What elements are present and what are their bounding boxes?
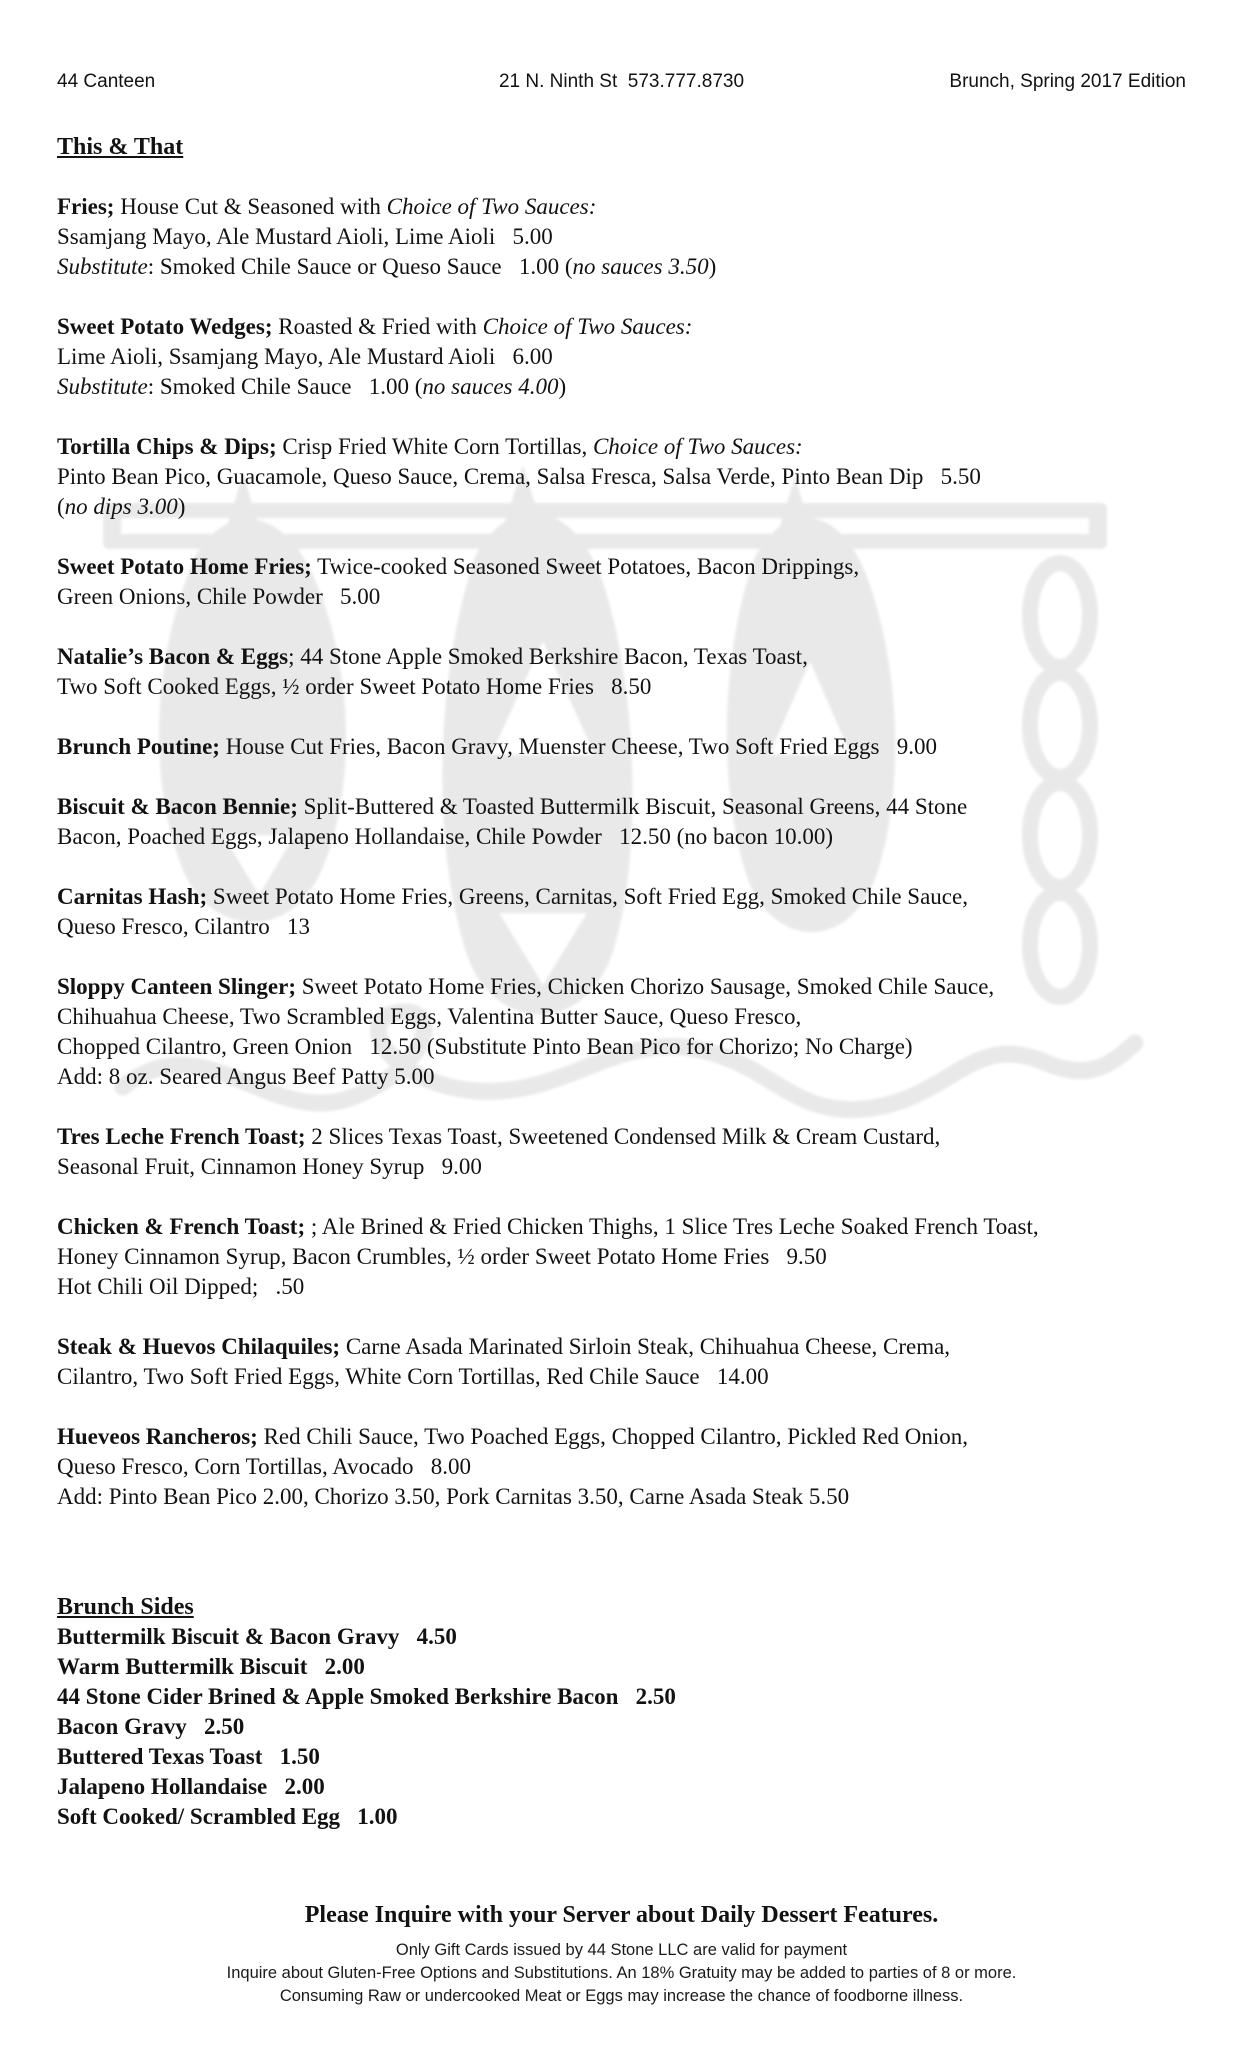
menu-item xyxy=(57,642,1186,702)
menu-item xyxy=(57,1122,1186,1182)
side-item: Buttermilk Biscuit & Bacon Gravy 4.50 xyxy=(57,1624,457,1649)
menu-item-line: Bacon, Poached Eggs, Jalapeno Hollandaise, Chile Powder 12.50 (no bacon 10.00) xyxy=(57,824,834,849)
header-restaurant-name: 44 Canteen xyxy=(57,71,156,92)
menu-item xyxy=(57,552,1186,612)
side-item: Warm Buttermilk Biscuit 2.00 xyxy=(57,1654,365,1679)
header-edition: Brunch, Spring 2017 Edition xyxy=(949,71,1186,92)
side-item: 44 Stone Cider Brined & Apple Smoked Berkshire Bacon 2.50 xyxy=(57,1684,676,1709)
section-title-this-and-that: This & That xyxy=(57,134,184,160)
menu-item xyxy=(57,1422,1186,1512)
menu-item-line: Chicken & French Toast; ; Ale Brined & Fried Chicken Thighs, 1 Slice Tres Leche Soaked French Toast, xyxy=(57,1214,1039,1239)
menu-item-line: Fries; House Cut & Seasoned with Choice of Two Sauces: xyxy=(57,194,597,219)
fine-print xyxy=(57,1939,1186,2008)
menu-item-line: Ssamjang Mayo, Ale Mustard Aioli, Lime Aioli 5.00 xyxy=(57,224,553,249)
fine-print-line: Inquire about Gluten-Free Options and Substitutions. An 18% Gratuity may be added to parties of 8 or more. xyxy=(226,1964,1017,1982)
menu-item xyxy=(57,972,1186,1092)
brunch-sides-list xyxy=(57,1622,1186,1832)
menu-item-line: Sloppy Canteen Slinger; Sweet Potato Home Fries, Chicken Chorizo Sausage, Smoked Chile Sauce, xyxy=(57,974,995,999)
menu-item-line: Queso Fresco, Cilantro 13 xyxy=(57,914,310,939)
menu-items-list xyxy=(57,192,1186,1512)
fine-print-line: Consuming Raw or undercooked Meat or Eggs may increase the chance of foodborne illness. xyxy=(279,1987,964,2005)
side-item: Jalapeno Hollandaise 2.00 xyxy=(57,1774,325,1799)
menu-item-line: Tres Leche French Toast; 2 Slices Texas Toast, Sweetened Condensed Milk & Cream Custard, xyxy=(57,1124,941,1149)
menu-item-line: Hot Chili Oil Dipped; .50 xyxy=(57,1274,305,1299)
menu-item-line: Brunch Poutine; House Cut Fries, Bacon Gravy, Muenster Cheese, Two Soft Fried Eggs 9.00 xyxy=(57,734,937,759)
menu-item-line: Steak & Huevos Chilaquiles; Carne Asada Marinated Sirloin Steak, Chihuahua Cheese, Crema, xyxy=(57,1334,951,1359)
dessert-notice: Please Inquire with your Server about Daily Dessert Features. xyxy=(304,1902,939,1928)
menu-item-line: Green Onions, Chile Powder 5.00 xyxy=(57,584,381,609)
menu-item-line: Two Soft Cooked Eggs, ½ order Sweet Potato Home Fries 8.50 xyxy=(57,674,652,699)
menu-item-line: Hueveos Rancheros; Red Chili Sauce, Two Poached Eggs, Chopped Cilantro, Pickled Red Onion, xyxy=(57,1424,969,1449)
menu-item-line: Cilantro, Two Soft Fried Eggs, White Corn Tortillas, Red Chile Sauce 14.00 xyxy=(57,1364,769,1389)
menu-item-line: Add: 8 oz. Seared Angus Beef Patty 5.00 xyxy=(57,1064,435,1089)
fine-print-line: Only Gift Cards issued by 44 Stone LLC are valid for payment xyxy=(395,1941,848,1959)
menu-item xyxy=(57,1212,1186,1302)
header-address-phone: 21 N. Ninth St 573.777.8730 xyxy=(498,71,745,92)
menu-item-line: Seasonal Fruit, Cinnamon Honey Syrup 9.00 xyxy=(57,1154,482,1179)
menu-item xyxy=(57,882,1186,942)
menu-item xyxy=(57,792,1186,852)
menu-item-line: Biscuit & Bacon Bennie; Split-Buttered & Toasted Buttermilk Biscuit, Seasonal Greens, 44 Stone xyxy=(57,794,968,819)
menu-item-line: Chopped Cilantro, Green Onion 12.50 (Substitute Pinto Bean Pico for Chorizo; No Charge) xyxy=(57,1034,913,1059)
section-title-brunch-sides: Brunch Sides xyxy=(57,1594,194,1620)
page-header xyxy=(57,0,1186,93)
menu-item-line: Sweet Potato Wedges; Roasted & Fried with Choice of Two Sauces: xyxy=(57,314,693,339)
menu-item-line: Tortilla Chips & Dips; Crisp Fried White Corn Tortillas, Choice of Two Sauces: xyxy=(57,434,803,459)
menu-item xyxy=(57,432,1186,522)
side-item: Bacon Gravy 2.50 xyxy=(57,1714,245,1739)
side-item: Soft Cooked/ Scrambled Egg 1.00 xyxy=(57,1804,398,1829)
menu-item-line: Sweet Potato Home Fries; Twice-cooked Seasoned Sweet Potatoes, Bacon Drippings, xyxy=(57,554,860,579)
menu-item xyxy=(57,312,1186,402)
menu-item xyxy=(57,732,1186,762)
menu-item-line: Lime Aioli, Ssamjang Mayo, Ale Mustard Aioli 6.00 xyxy=(57,344,553,369)
menu-item-line: Queso Fresco, Corn Tortillas, Avocado 8.00 xyxy=(57,1454,472,1479)
menu-item-line: Honey Cinnamon Syrup, Bacon Crumbles, ½ order Sweet Potato Home Fries 9.50 xyxy=(57,1244,827,1269)
menu-item-line: Chihuahua Cheese, Two Scrambled Eggs, Valentina Butter Sauce, Queso Fresco, xyxy=(57,1004,802,1029)
menu-item xyxy=(57,192,1186,282)
menu-item-line: Pinto Bean Pico, Guacamole, Queso Sauce, Crema, Salsa Fresca, Salsa Verde, Pinto Bean Dip 5.50 xyxy=(57,464,981,489)
menu-item-line: Add: Pinto Bean Pico 2.00, Chorizo 3.50, Pork Carnitas 3.50, Carne Asada Steak 5.50 xyxy=(57,1484,850,1509)
menu-item xyxy=(57,1332,1186,1392)
menu-item-line: Substitute: Smoked Chile Sauce or Queso Sauce 1.00 (no sauces 3.50) xyxy=(57,254,717,279)
menu-item-line: (no dips 3.00) xyxy=(57,494,186,519)
menu-item-line: Natalie’s Bacon & Eggs; 44 Stone Apple Smoked Berkshire Bacon, Texas Toast, xyxy=(57,644,808,669)
side-item: Buttered Texas Toast 1.50 xyxy=(57,1744,320,1769)
menu-item-line: Substitute: Smoked Chile Sauce 1.00 (no sauces 4.00) xyxy=(57,374,567,399)
menu-item-line: Carnitas Hash; Sweet Potato Home Fries, Greens, Carnitas, Soft Fried Egg, Smoked Chile Sauce, xyxy=(57,884,968,909)
